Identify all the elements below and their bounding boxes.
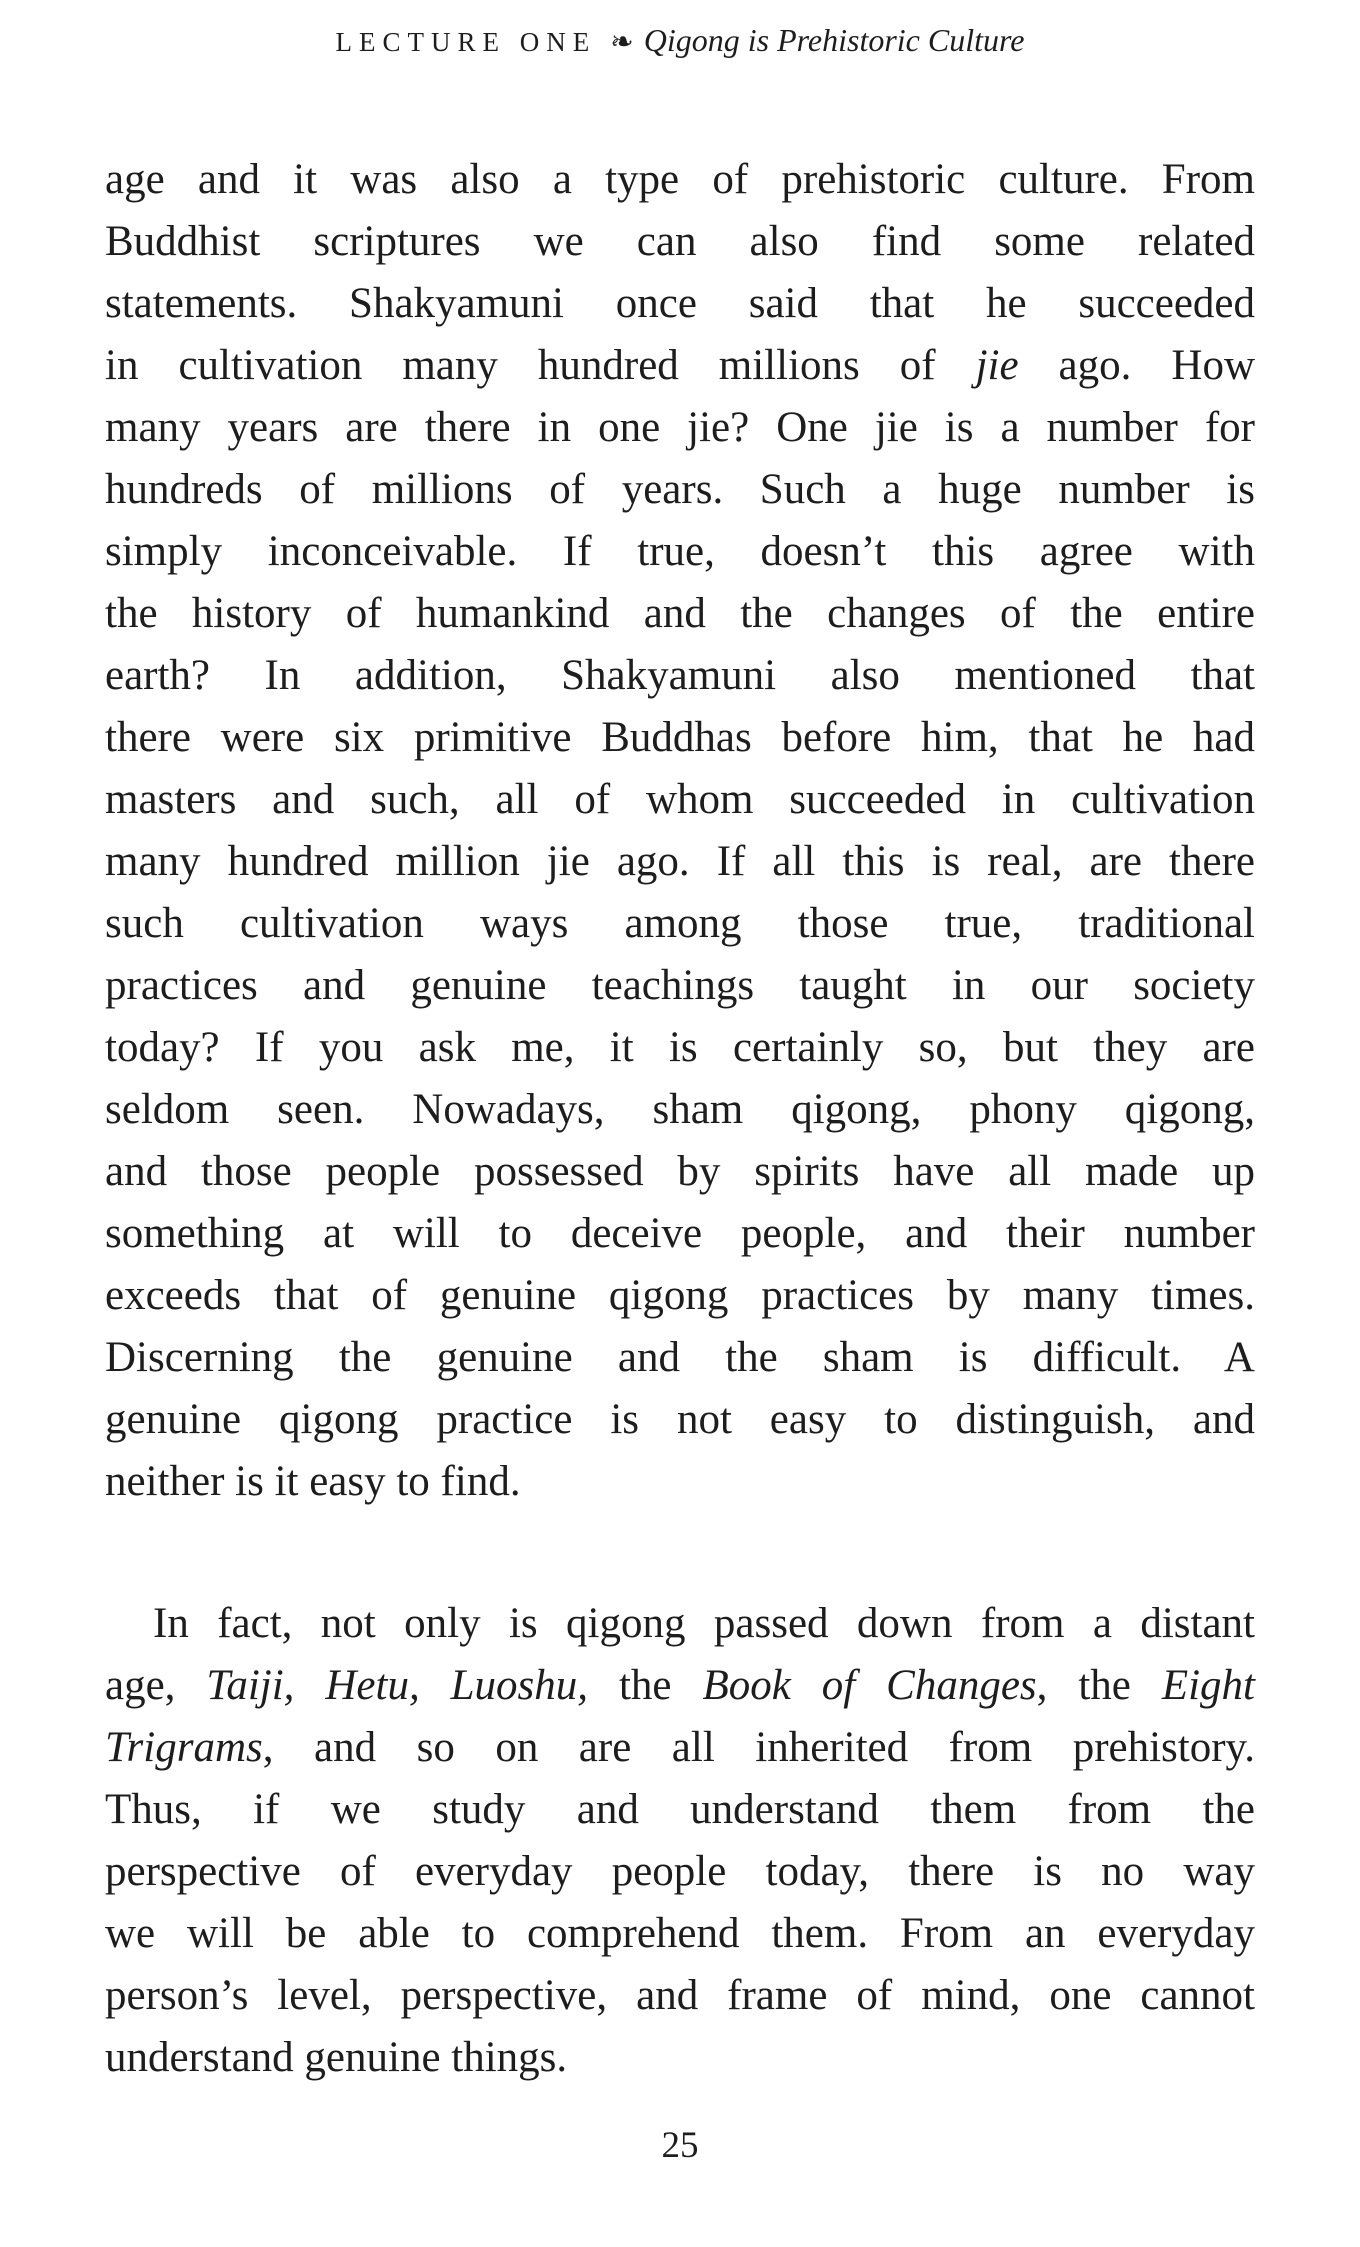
text-line: earth? In addition, Shakyamuni also mentioned that — [105, 652, 1255, 699]
paragraph — [105, 1593, 1255, 2089]
text-line: seldom seen. Nowadays, sham qigong, phony qigong, — [105, 1086, 1255, 1133]
chapter-title: Qigong is Prehistoric Culture — [643, 22, 1025, 58]
text-line: age, Taiji, Hetu, Luoshu, the Book of Changes, the Eight — [105, 1662, 1255, 1709]
text-line: In fact, not only is qigong passed down from a distant — [153, 1600, 1255, 1647]
text-line: and those people possessed by spirits have all made up — [105, 1148, 1255, 1195]
section-label: LECTURE ONE — [335, 27, 597, 57]
text-line: age and it was also a type of prehistoric culture. From — [105, 156, 1255, 203]
text-line: today? If you ask me, it is certainly so, but they are — [105, 1024, 1255, 1071]
text-line: in cultivation many hundred millions of jie ago. How — [105, 342, 1256, 389]
text-line: practices and genuine teachings taught in our society — [105, 962, 1255, 1009]
text-line: hundreds of millions of years. Such a huge number is — [105, 466, 1255, 513]
text-line: there were six primitive Buddhas before him, that he had — [105, 714, 1255, 761]
text-line: such cultivation ways among those true, traditional — [105, 900, 1255, 947]
text-line: Thus, if we study and understand them from the — [105, 1786, 1255, 1833]
text-line: understand genuine things. — [105, 2034, 568, 2081]
text-line: neither is it easy to find. — [105, 1458, 521, 1505]
text-line: Buddhist scriptures we can also find some related — [105, 218, 1255, 265]
paragraph — [105, 149, 1255, 1513]
text-line: masters and such, all of whom succeeded in cultivation — [105, 776, 1255, 823]
text-line: simply inconceivable. If true, doesn’t this agree with — [105, 528, 1255, 575]
text-line: statements. Shakyamuni once said that he succeeded — [105, 280, 1255, 327]
text-line: something at will to deceive people, and their number — [105, 1210, 1255, 1257]
text-line: Trigrams, and so on are all inherited from prehistory. — [105, 1724, 1255, 1771]
running-head — [0, 22, 1360, 59]
page-body — [105, 149, 1255, 2089]
text-line: many years are there in one jie? One jie is a number for — [105, 404, 1255, 451]
text-line: perspective of everyday people today, there is no way — [105, 1848, 1255, 1895]
text-line: genuine qigong practice is not easy to distinguish, and — [105, 1396, 1255, 1443]
text-line: many hundred million jie ago. If all this is real, are there — [105, 838, 1255, 885]
text-line: person’s level, perspective, and frame of mind, one cannot — [105, 1972, 1255, 2019]
text-line: we will be able to comprehend them. From an everyday — [105, 1910, 1255, 1957]
text-line: exceeds that of genuine qigong practices by many times. — [105, 1272, 1255, 1319]
page-number: 25 — [661, 2125, 699, 2166]
text-line: Discerning the genuine and the sham is difficult. A — [105, 1334, 1255, 1381]
fleuron-icon: ❧ — [610, 27, 634, 58]
text-line: the history of humankind and the changes of the entire — [105, 590, 1255, 637]
